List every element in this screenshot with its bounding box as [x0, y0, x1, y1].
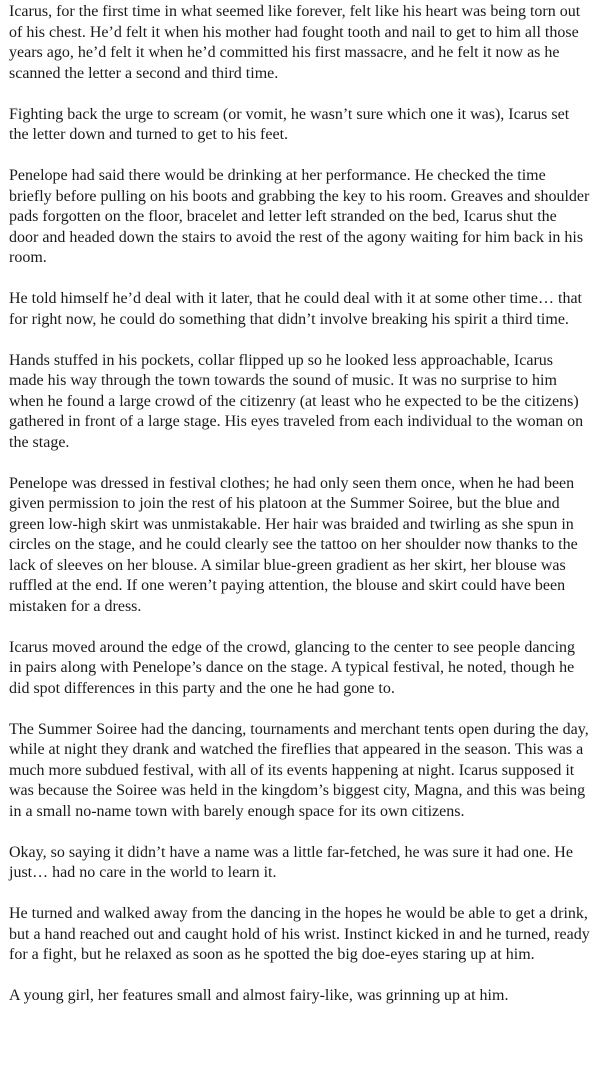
story-paragraph: Okay, so saying it didn’t have a name was a little far-fetched, he was sure it had one. He just… had no care in the world to learn it. — [9, 843, 573, 881]
story-paragraph: Icarus, for the first time in what seemed like forever, felt like his heart was being torn out of his chest. He’d felt it when his mother had fought tooth and nail to get to him all those years ago, he’d felt it when he’d committed his first massacre, and he felt it now as he scanned the letter a second and third time. — [9, 3, 581, 82]
story-paragraph: A young girl, her features small and almost fairy-like, was grinning up at him. — [9, 987, 509, 1004]
story-paragraph: Icarus moved around the edge of the crowd, glancing to the center to see people dancing in pairs along with Penelope’s dance on the stage. A typical festival, he noted, though he did spot differences in this party and the one he had gone to. — [9, 638, 576, 697]
document-page — [9, 2, 590, 1007]
story-paragraph: Fighting back the urge to scream (or vomit, he wasn’t sure which one it was), Icarus set the letter down and turned to get to his feet. — [9, 105, 570, 143]
story-paragraph: Penelope had said there would be drinking at her performance. He checked the time briefly before pulling on his boots and grabbing the key to his room. Greaves and shoulder pads forgotten on the floor, bracelet and letter left stranded on the bed, Icarus shut the door and headed down the stairs to avoid the rest of the agony waiting for him back in his room. — [9, 167, 590, 266]
document-body — [9, 2, 590, 1007]
story-paragraph: Hands stuffed in his pockets, collar flipped up so he looked less approachable, Icarus made his way through the town towards the sound of music. It was no surprise to him when he found a large crowd of the citizenry (at least who he expected to be the citizens) gathered in front of a large stage. His eyes traveled from each individual to the woman on the stage. — [9, 351, 584, 451]
story-paragraph: The Summer Soiree had the dancing, tournaments and merchant tents open during the day, while at night they drank and watched the fireflies that appeared in the season. This was a much more subdued festival, with all of its events happening at night. Icarus supposed it was because the Soiree was held in the kingdom’s biggest city, Magna, and this was being in a small no-name town with barely enough space for its own citizens. — [9, 720, 589, 820]
story-paragraph: He turned and walked away from the dancing in the hopes he would be able to get a drink, but a hand reached out and caught hold of his wrist. Instinct kicked in and he turned, ready for a fight, but he relaxed as soon as he spotted the big doe-eyes staring up at him. — [9, 905, 590, 963]
story-paragraph: Penelope was dressed in festival clothes; he had only seen them once, when he had been given permission to join the rest of his platoon at the Summer Soiree, but the blue and green low-high skirt was unmistakable. Her hair was braided and twirling as she spun in circles on the stage, and he could clearly see the tattoo on her shoulder now thanks to the lack of sleeves on her blouse. A similar blue-green gradient as her skirt, her blouse was ruffled at the end. If one weren’t paying attention, the blouse and skirt could have been mistaken for a dress. — [9, 474, 578, 615]
story-paragraph: He told himself he’d deal with it later, that he could deal with it at some other time… that for right now, he could do something that didn’t involve breaking his spirit a third time. — [9, 290, 582, 328]
